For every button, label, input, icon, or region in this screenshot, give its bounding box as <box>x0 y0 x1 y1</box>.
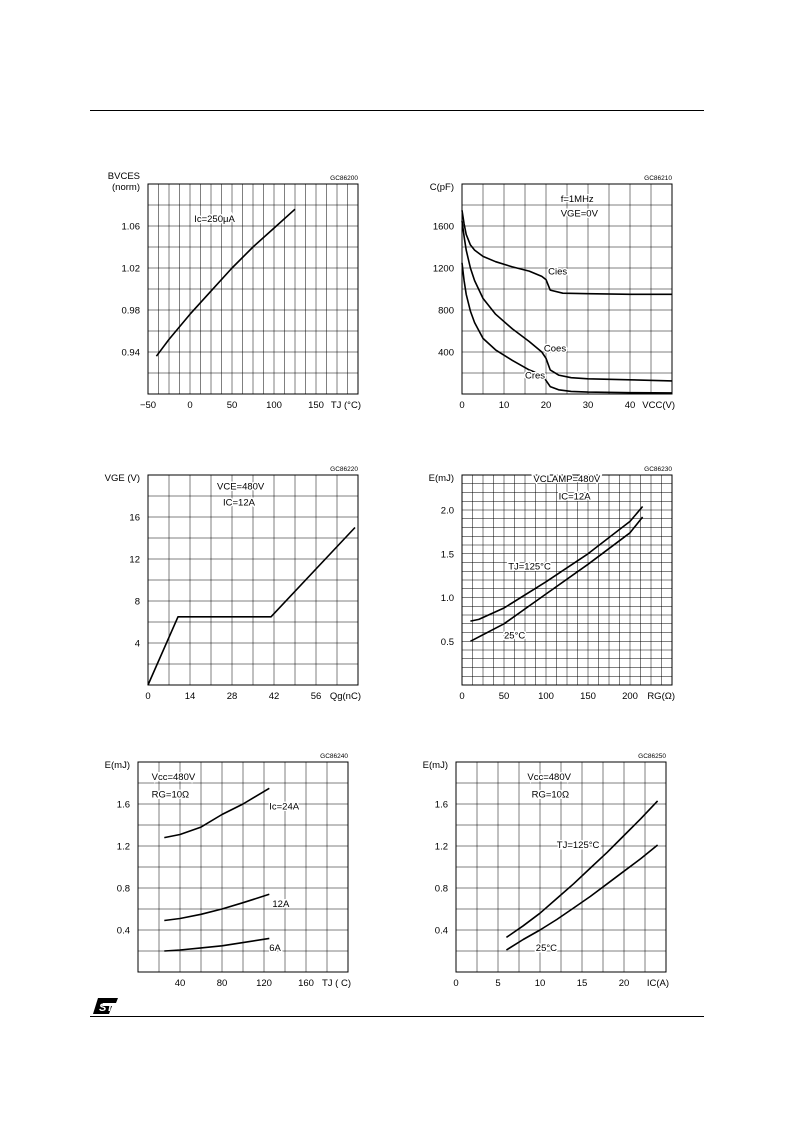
y-tick-label: 1.02 <box>121 263 140 275</box>
x-tick-label: 150 <box>308 400 324 411</box>
y-tick-label: 0.8 <box>434 883 448 895</box>
annotation: Coes <box>543 343 567 355</box>
y-axis-label: VGE (V) <box>104 473 140 484</box>
y-tick-label: 1.06 <box>121 221 140 233</box>
chart-5 <box>105 753 351 989</box>
annotation: Vcc=480V <box>527 771 571 783</box>
y-tick-label: 16 <box>129 512 140 524</box>
y-tick-label: 0.94 <box>121 347 140 359</box>
y-tick-label: 4 <box>134 638 140 650</box>
annotation: Ic=250μA <box>194 213 235 225</box>
x-axis-label: IC(A) <box>646 978 669 989</box>
annotation: Ic=24A <box>269 801 300 813</box>
y-tick-label: 400 <box>438 347 454 359</box>
x-tick-label: 20 <box>618 978 630 989</box>
svg-text:ST: ST <box>99 1002 114 1014</box>
x-tick-label: 15 <box>576 978 588 989</box>
x-axis-label: VCC(V) <box>642 400 675 411</box>
chart-code: GC86200 <box>330 175 358 182</box>
annotation: TJ=125°C <box>508 561 551 573</box>
x-axis-label: Qg(nC) <box>329 691 361 702</box>
y-tick-label: 1.2 <box>116 841 130 853</box>
x-tick-label: 0 <box>459 691 465 702</box>
annotation: Vcc=480V <box>151 771 196 783</box>
x-tick-label: −50 <box>139 400 157 411</box>
y-tick-label: 0.8 <box>116 883 130 895</box>
y-tick-label: 2.0 <box>440 505 454 517</box>
chart-code: GC86230 <box>644 466 672 473</box>
chart-2 <box>430 175 675 411</box>
annotation: VCE=480V <box>217 481 265 493</box>
annotation: VCLAMP=480V <box>533 474 601 485</box>
x-axis-label: TJ ( C) <box>321 978 351 989</box>
x-tick-label: 0 <box>459 400 465 411</box>
x-tick-label: 100 <box>538 691 554 702</box>
x-tick-label: 160 <box>298 978 314 989</box>
annotation: 25°C <box>504 630 526 642</box>
y-tick-label: 1.0 <box>440 593 454 604</box>
y-tick-label: 1600 <box>432 221 454 233</box>
x-tick-label: 50 <box>498 691 510 702</box>
grid <box>148 184 358 394</box>
chart-code: GC86220 <box>330 466 358 473</box>
y-tick-label: 1.6 <box>116 799 130 811</box>
y-axis-label: E(mJ) <box>422 760 448 771</box>
chart-code: GC86240 <box>320 753 348 760</box>
x-tick-label: 40 <box>174 978 186 989</box>
y-tick-label: 1200 <box>432 263 454 275</box>
y-tick-label: 1.5 <box>440 549 454 561</box>
annotation: IC=12A <box>558 491 591 503</box>
y-tick-label: 0.98 <box>121 305 140 317</box>
x-tick-label: 56 <box>310 691 322 702</box>
chart-code: GC86250 <box>638 753 666 760</box>
x-tick-label: 40 <box>624 400 636 411</box>
y-tick-label: 0.4 <box>116 925 130 937</box>
chart-6 <box>423 753 669 989</box>
y-tick-label: 1.6 <box>434 799 448 811</box>
x-tick-label: 10 <box>498 400 510 411</box>
chart-4 <box>429 466 675 702</box>
annotation: 6A <box>269 943 281 954</box>
annotation: RG=10Ω <box>151 789 190 801</box>
y-axis-label: C(pF) <box>429 182 454 193</box>
x-tick-label: 14 <box>184 691 196 702</box>
annotation: RG=10Ω <box>531 789 570 801</box>
x-tick-label: 0 <box>145 691 151 702</box>
x-tick-label: 150 <box>580 691 596 702</box>
annotation: TJ=125°C <box>556 840 600 852</box>
y-axis-label: E(mJ) <box>428 473 454 484</box>
x-tick-label: 200 <box>622 691 638 702</box>
y-axis-label: E(mJ) <box>104 760 130 771</box>
x-tick-label: 30 <box>582 400 594 411</box>
annotation: IC=12A <box>223 497 255 509</box>
x-tick-label: 5 <box>495 978 501 989</box>
x-tick-label: 0 <box>453 978 459 989</box>
chart-3 <box>105 466 361 702</box>
x-tick-label: 100 <box>266 400 282 411</box>
annotation: f=1MHz <box>560 193 594 205</box>
x-axis-label: RG(Ω) <box>647 691 675 702</box>
x-tick-label: 80 <box>216 978 228 989</box>
x-tick-label: 20 <box>540 400 552 411</box>
y-tick-label: 0.4 <box>434 925 448 937</box>
st-logo-icon <box>90 996 120 1016</box>
y-axis-label: (norm) <box>112 182 140 193</box>
series-line <box>148 528 355 686</box>
x-tick-label: 0 <box>187 400 193 411</box>
y-tick-label: 8 <box>134 596 140 608</box>
y-axis-label: BVCES <box>107 171 140 182</box>
x-tick-label: 42 <box>268 691 280 702</box>
annotation: Cies <box>548 266 568 278</box>
annotation: 12A <box>272 898 290 910</box>
x-tick-label: 50 <box>226 400 238 411</box>
x-tick-label: 28 <box>226 691 238 702</box>
chart-code: GC86210 <box>644 175 672 182</box>
x-tick-label: 120 <box>256 978 272 989</box>
y-tick-label: 0.5 <box>440 636 454 648</box>
annotation: 25°C <box>535 943 558 954</box>
y-tick-label: 12 <box>129 554 140 566</box>
annotation: VGE=0V <box>560 208 598 220</box>
annotation: Cres <box>525 370 546 382</box>
chart-1 <box>108 171 361 411</box>
x-axis-label: TJ (°C) <box>330 400 361 411</box>
y-tick-label: 800 <box>438 305 454 317</box>
y-tick-label: 1.2 <box>434 841 448 853</box>
x-tick-label: 10 <box>534 978 546 989</box>
